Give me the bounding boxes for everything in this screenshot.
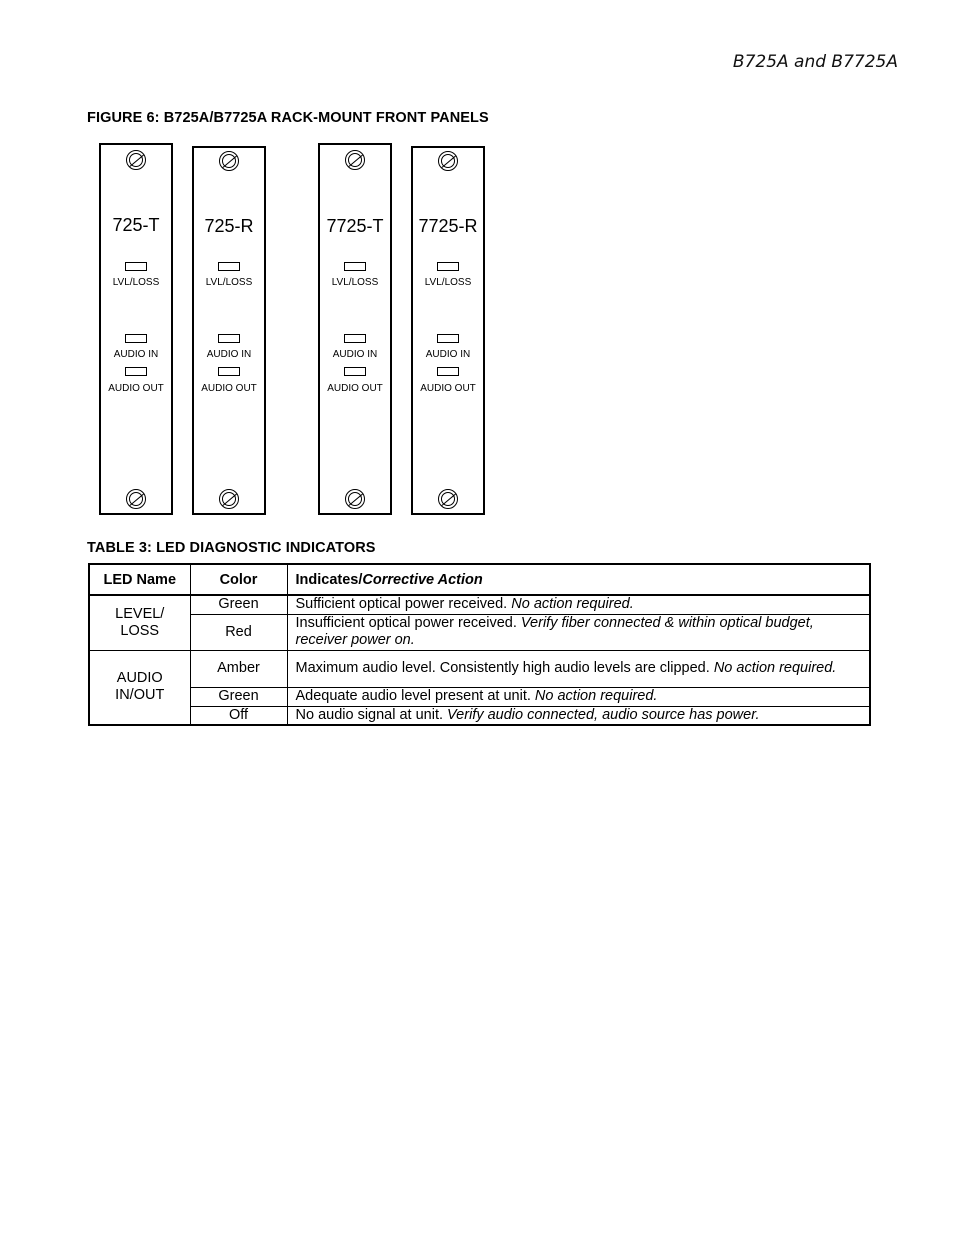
- table-caption: TABLE 3: LED DIAGNOSTIC INDICATORS: [87, 540, 376, 556]
- color-cell: Off: [190, 706, 287, 725]
- table-row: [89, 614, 870, 650]
- lvl-loss-led-label: LVL/LOSS: [112, 277, 160, 288]
- audio-out-led-icon: [437, 367, 459, 376]
- panel-model-label: 7725-T: [326, 216, 384, 236]
- audio-in-led-label: AUDIO IN: [206, 349, 252, 360]
- front-panel-725-r: [192, 146, 266, 515]
- audio-out-led-label: AUDIO OUT: [108, 383, 164, 394]
- audio-in-led-icon: [125, 334, 147, 343]
- audio-out-led-label: AUDIO OUT: [201, 383, 257, 394]
- lvl-loss-led-icon: [218, 262, 240, 271]
- led-name-cell: AUDIO IN/OUT: [89, 650, 190, 725]
- color-cell: Green: [190, 687, 287, 706]
- panel-model-label: 725-R: [204, 216, 254, 236]
- led-name-cell: LEVEL/ LOSS: [89, 595, 190, 650]
- lvl-loss-led-label: LVL/LOSS: [205, 277, 253, 288]
- header-color: Color: [190, 564, 287, 595]
- table-row: [89, 650, 870, 687]
- audio-in-led-label: AUDIO IN: [425, 349, 471, 360]
- bottom-screw-icon: [438, 489, 458, 509]
- panel-model-label: 725-T: [112, 215, 160, 235]
- bottom-screw-icon: [345, 489, 365, 509]
- audio-in-led-label: AUDIO IN: [113, 349, 159, 360]
- indicates-cell: No audio signal at unit. Verify audio connected, audio source has power.: [287, 706, 870, 725]
- table-row: [89, 595, 870, 614]
- audio-in-led-icon: [218, 334, 240, 343]
- audio-in-led-label: AUDIO IN: [332, 349, 378, 360]
- color-cell: Green: [190, 595, 287, 614]
- top-screw-icon: [345, 150, 365, 170]
- indicates-cell: Maximum audio level. Consistently high audio levels are clipped. No action required.: [287, 650, 870, 687]
- indicates-cell: Sufficient optical power received. No action required.: [287, 595, 870, 614]
- header-indicates: Indicates/Corrective Action: [287, 564, 870, 595]
- audio-out-led-icon: [125, 367, 147, 376]
- audio-in-led-icon: [344, 334, 366, 343]
- table-row: [89, 687, 870, 706]
- audio-out-led-icon: [344, 367, 366, 376]
- table-header-row: [89, 564, 870, 595]
- panel-model-label: 7725-R: [418, 216, 478, 236]
- audio-out-led-icon: [218, 367, 240, 376]
- audio-out-led-label: AUDIO OUT: [327, 383, 383, 394]
- document-header-title: B725A and B7725A: [732, 52, 898, 72]
- indicates-cell: Adequate audio level present at unit. No action required.: [287, 687, 870, 706]
- top-screw-icon: [219, 151, 239, 171]
- audio-out-led-label: AUDIO OUT: [420, 383, 476, 394]
- lvl-loss-led-icon: [344, 262, 366, 271]
- audio-in-led-icon: [437, 334, 459, 343]
- front-panel-725-t: [99, 143, 173, 515]
- led-diagnostic-table: [88, 563, 871, 726]
- table-row: [89, 706, 870, 725]
- header-led-name: LED Name: [89, 564, 190, 595]
- front-panel-7725-t: [318, 143, 392, 515]
- top-screw-icon: [126, 150, 146, 170]
- lvl-loss-led-label: LVL/LOSS: [424, 277, 472, 288]
- color-cell: Amber: [190, 650, 287, 687]
- indicates-cell: Insufficient optical power received. Verify fiber connected & within optical budget, receiver power on.: [287, 614, 870, 650]
- front-panel-7725-r: [411, 146, 485, 515]
- bottom-screw-icon: [219, 489, 239, 509]
- bottom-screw-icon: [126, 489, 146, 509]
- figure-caption: FIGURE 6: B725A/B7725A RACK-MOUNT FRONT PANELS: [87, 110, 489, 126]
- color-cell: Red: [190, 614, 287, 650]
- top-screw-icon: [438, 151, 458, 171]
- lvl-loss-led-icon: [437, 262, 459, 271]
- lvl-loss-led-label: LVL/LOSS: [331, 277, 379, 288]
- lvl-loss-led-icon: [125, 262, 147, 271]
